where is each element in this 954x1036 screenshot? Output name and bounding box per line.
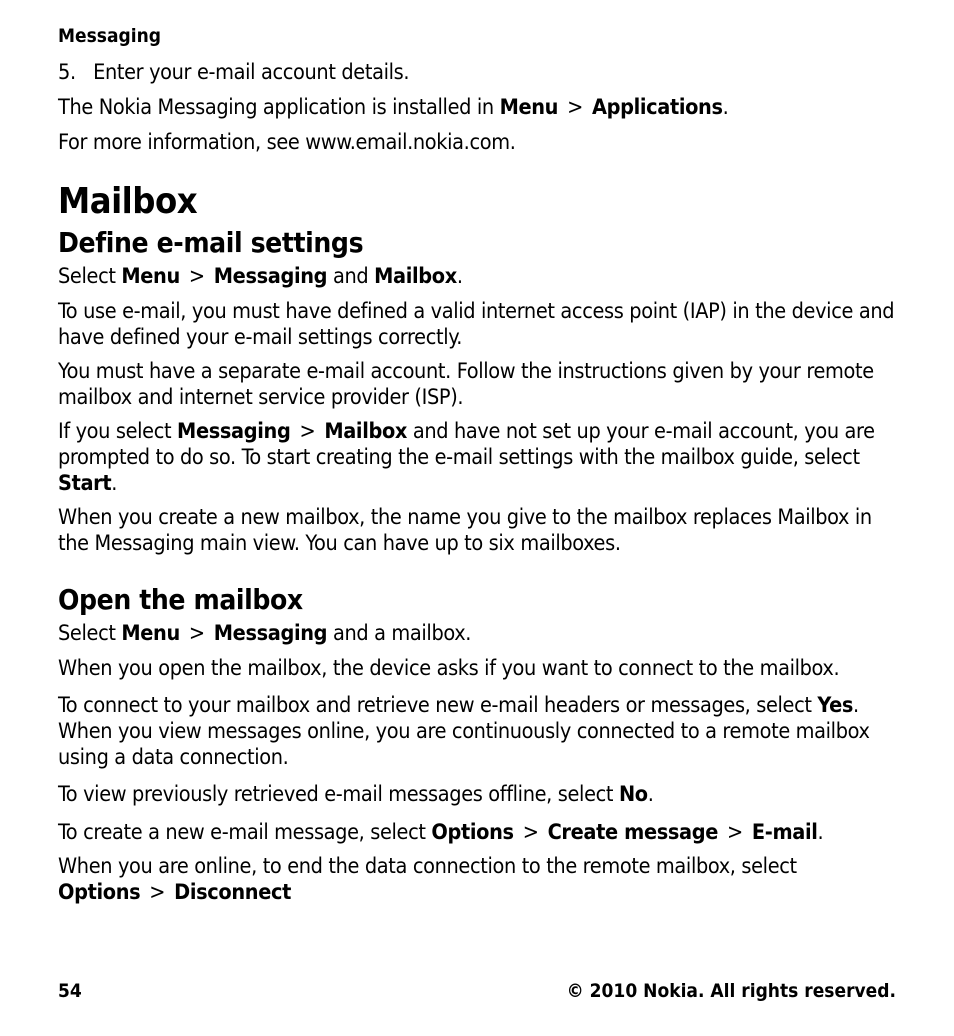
guide-suffix: .: [111, 471, 118, 496]
connect-suffix: . When you view messages online, you are continuously connected to a remote mailbox using a data connection.: [58, 693, 870, 770]
path-separator: >: [188, 621, 205, 646]
define-email-heading: Define e-mail settings: [58, 226, 364, 259]
step-5: 5. Enter your e-mail account details.: [58, 60, 410, 85]
mailbox-guide-paragraph: [58, 419, 904, 497]
define-select-path: [58, 264, 904, 290]
path-separator: >: [567, 95, 583, 120]
disconnect-prefix: When you are online, to end the data connection to the remote mailbox, select: [58, 854, 797, 879]
select-prefix: Select: [58, 621, 122, 646]
offline-paragraph: [58, 782, 904, 808]
disconnect-label: Disconnect: [174, 880, 291, 905]
select-prefix: Select: [58, 264, 122, 289]
create-message-paragraph: [58, 820, 904, 846]
iap-paragraph: To use e-mail, you must have defined a valid internet access point (IAP) in the device and have defined your e-mail settings correctly.: [58, 299, 895, 350]
running-header: Messaging: [58, 25, 161, 47]
guide-prefix: If you select: [58, 419, 178, 444]
offline-prefix: To view previously retrieved e-mail messages offline, select: [58, 782, 619, 807]
options-label: Options: [58, 880, 141, 905]
offline-suffix: .: [647, 782, 654, 807]
and-text: and: [327, 264, 375, 289]
path-separator: >: [188, 264, 205, 289]
period: .: [456, 264, 463, 289]
open-mailbox-heading: Open the mailbox: [58, 583, 303, 616]
guide-middle: and have not set up your e-mail account, you are prompted to do so. To start creating the e-mail settings with the mailbox guide, select: [58, 419, 875, 470]
menu-label: Menu: [121, 264, 180, 289]
create-message-label: Create message: [547, 820, 719, 845]
path-separator: >: [299, 419, 316, 444]
disconnect-paragraph: [58, 854, 904, 906]
create-suffix: .: [817, 820, 824, 845]
select-suffix: and a mailbox.: [327, 621, 472, 646]
installed-prefix: The Nokia Messaging application is installed in: [58, 95, 500, 120]
messaging-label: Messaging: [213, 621, 328, 646]
copyright-notice: © 2010 Nokia. All rights reserved.: [566, 980, 896, 1002]
mailbox-label: Mailbox: [374, 264, 457, 289]
path-separator: >: [727, 820, 743, 845]
path-separator: >: [149, 880, 166, 905]
page-number: 54: [58, 980, 82, 1002]
path-separator: >: [522, 820, 539, 845]
connect-prefix: To connect to your mailbox and retrieve new e-mail headers or messages, select: [58, 693, 818, 718]
no-label: No: [618, 782, 648, 807]
menu-label: Menu: [121, 621, 180, 646]
create-prefix: To create a new e-mail message, select: [58, 820, 432, 845]
installed-suffix: .: [722, 95, 729, 120]
mailbox-label: Mailbox: [324, 419, 408, 444]
more-info-paragraph: For more information, see www.email.nokia.com.: [58, 130, 516, 155]
email-label: E-mail: [751, 820, 818, 845]
section-title: Mailbox: [58, 181, 198, 222]
options-label: Options: [431, 820, 514, 845]
open-select-path: [58, 621, 904, 647]
start-label: Start: [58, 471, 112, 496]
connect-ask-paragraph: When you open the mailbox, the device asks if you want to connect to the mailbox.: [58, 656, 840, 681]
messaging-label: Messaging: [177, 419, 291, 444]
mailbox-name-paragraph: When you create a new mailbox, the name you give to the mailbox replaces Mailbox in the Messaging main view. You can have up to six mailboxes.: [58, 505, 872, 556]
account-paragraph: You must have a separate e-mail account. Follow the instructions given by your remote mailbox and internet service provider (ISP).: [58, 359, 874, 410]
messaging-label: Messaging: [213, 264, 328, 289]
installed-paragraph: [58, 95, 904, 121]
menu-label: Menu: [499, 95, 559, 120]
connect-yes-paragraph: [58, 693, 904, 771]
yes-label: Yes: [817, 693, 854, 718]
applications-label: Applications: [591, 95, 723, 120]
